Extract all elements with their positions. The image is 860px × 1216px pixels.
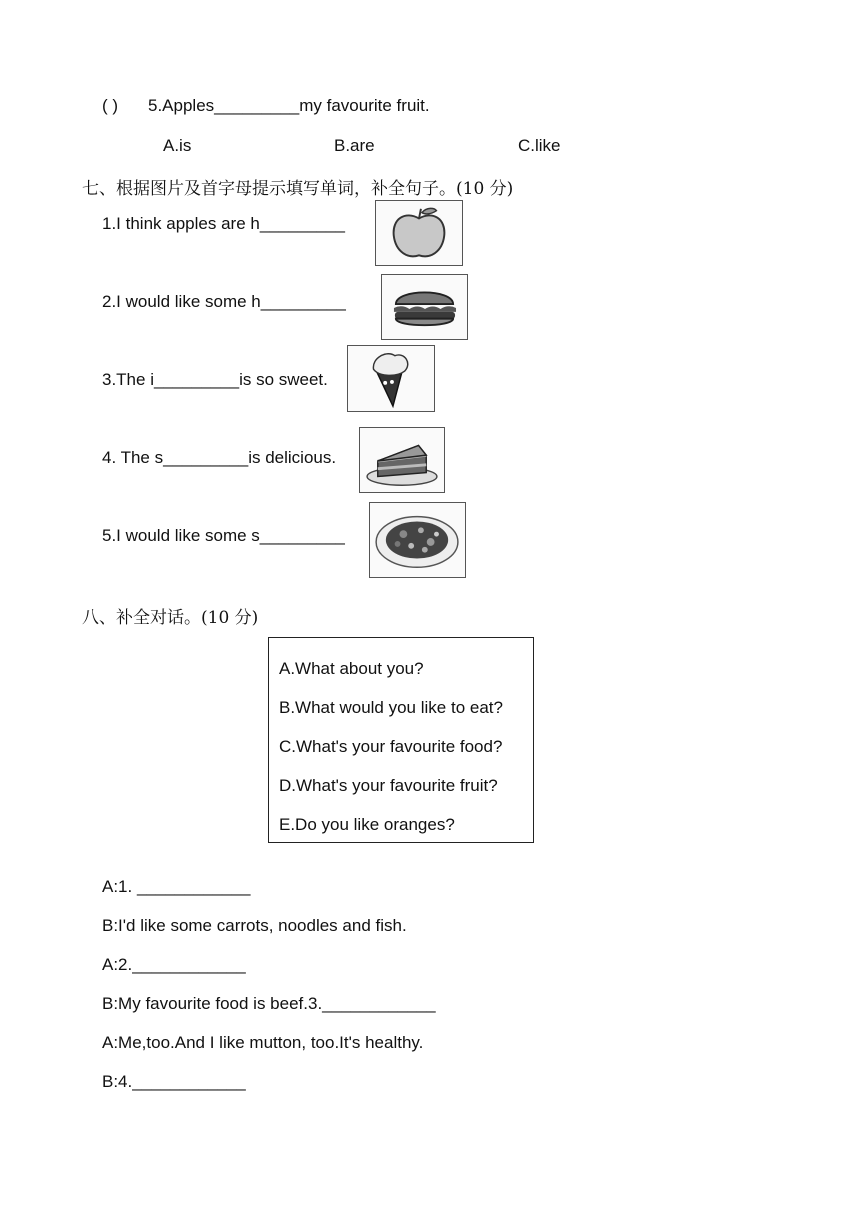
section-7-item-4: 4. The s_________is delicious. [102, 448, 337, 467]
dialogue-line-1: A:1. ____________ [102, 877, 251, 896]
dialogue-option-d: D.What's your favourite fruit? [279, 776, 498, 795]
option-c: C.like [518, 136, 561, 155]
dialogue-option-b: B.What would you like to eat? [279, 698, 503, 717]
section-7-title: 七、根据图片及首字母提示填写单词，补全句子。(10 分) [82, 179, 514, 199]
salad-icon [369, 502, 466, 578]
dialogue-line-2: B:I'd like some carrots, noodles and fish. [102, 916, 407, 935]
question-5-stem: 5.Apples_________my favourite fruit. [148, 96, 430, 115]
dialogue-option-a: A.What about you? [279, 659, 424, 678]
option-b: B.are [334, 136, 375, 155]
section-7-item-5: 5.I would like some s_________ [102, 526, 345, 545]
dialogue-option-c: C.What's your favourite food? [279, 737, 503, 756]
question-5-paren: ( ) [102, 96, 119, 115]
dialogue-line-5: A:Me,too.And I like mutton, too.It's healthy. [102, 1033, 424, 1052]
ice-cream-icon [347, 345, 435, 412]
dialogue-line-3: A:2.____________ [102, 955, 246, 974]
hamburger-icon [381, 274, 468, 340]
dialogue-line-4: B:My favourite food is beef.3.____________ [102, 994, 436, 1013]
apple-icon [375, 200, 463, 266]
section-8-title: 八、补全对话。(10 分) [82, 608, 259, 628]
dialogue-line-6: B:4.____________ [102, 1072, 246, 1091]
section-7-item-2: 2.I would like some h_________ [102, 292, 346, 311]
options-box [268, 637, 534, 843]
dialogue-option-e: E.Do you like oranges? [279, 815, 455, 834]
section-7-item-3: 3.The i_________is so sweet. [102, 370, 328, 389]
option-a: A.is [163, 136, 192, 155]
section-7-item-1: 1.I think apples are h_________ [102, 214, 345, 233]
cake-slice-icon [359, 427, 445, 493]
